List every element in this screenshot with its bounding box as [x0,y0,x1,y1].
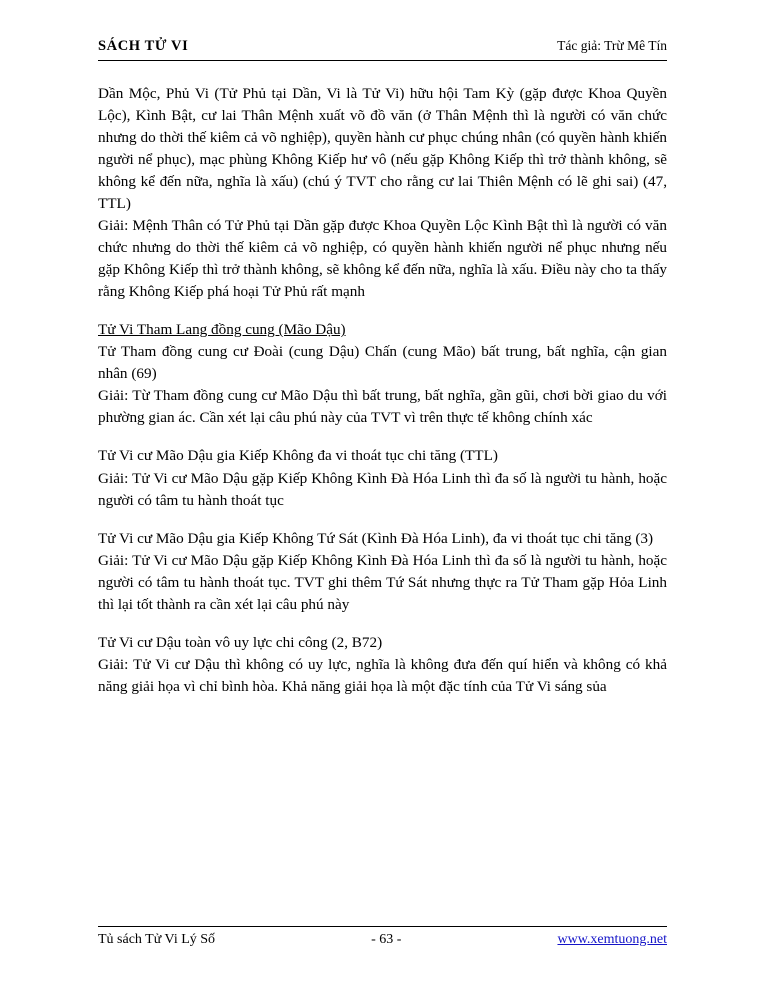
paragraph: Giải: Từ Tham đồng cung cư Mão Dậu thì bất trung, bất nghĩa, gần gũi, chơi bời giao du với phường gian ác. Cần xét lại câu phú này của TVT vì trên thực tế không chính xác [98,387,667,427]
footer-publisher: Tủ sách Tử Vi Lý Số [98,932,216,947]
paragraph: Dần Mộc, Phủ Vi (Tử Phủ tại Dần, Vi là Tử Vi) hữu hội Tam Kỳ (gặp được Khoa Quyền Lộc), Kình Bật, cư lai Thân Mệnh xuất võ đồ văn (ở Thân Mệnh thì là người có văn chức nhưng do thời thế kiêm cả võ nghiệp), quyền hành cư phục chúng nhân (có quyền hành khiến người nể phục), mạc phùng Không Kiếp hư vô (nếu gặp Không Kiếp thì trở thành không, sẽ không kể đến nữa, nghĩa là xấu) (chú ý TVT cho rằng cư lai Thiên Mệnh có lẽ ghi sai) (47, TTL) [98,85,667,213]
page-body [98,83,667,698]
paragraph-spacer [98,303,667,319]
paragraph: Giải: Tử Vi cư Dậu thì không có uy lực, nghĩa là không đưa đến quí hiển và không có khả năng giải họa vì chỉ bình hòa. Khả năng giải họa là một đặc tính của Tử Vi sáng sủa [98,655,667,695]
footer-website-link[interactable]: www.xemtuong.net [557,932,667,947]
paragraph: Giải: Mệnh Thân có Tử Phủ tại Dần gặp được Khoa Quyền Lộc Kình Bật thì là người có văn chức nhưng do thời thế kiêm cả võ nghiệp, có quyền hành khiến người nể phục nhưng nếu gặp Không Kiếp thì trở thành không, sẽ không kể đến nữa, nghĩa là xấu. Điều này cho ta thấy rằng Không Kiếp phá hoại Tử Phủ rất mạnh [98,217,667,301]
paragraph-spacer [98,429,667,445]
header-book-title: SÁCH TỬ VI [98,38,189,54]
section-heading: Tử Vi Tham Lang đồng cung (Mão Dậu) [98,321,346,339]
paragraph-spacer [98,616,667,632]
paragraph: Tử Tham đồng cung cư Đoài (cung Dậu) Chấn (cung Mão) bất trung, bất nghĩa, cận gian nhân (69) [98,343,667,383]
paragraph: Giải: Tử Vi cư Mão Dậu gặp Kiếp Không Kình Đà Hóa Linh thì đa số là người tu hành, hoặc người có tâm tu hành thoát tục. TVT ghi thêm Tứ Sát nhưng thực ra Tử Tham gặp Hỏa Linh thì lại tốt thành ra cần xét lại câu phú này [98,551,667,613]
page-header [98,38,667,61]
paragraph: Tử Vi cư Mão Dậu gia Kiếp Không Tứ Sát (Kình Đà Hóa Linh), đa vi thoát tục chi tăng (3) [98,529,654,547]
paragraph: Giải: Tử Vi cư Mão Dậu gặp Kiếp Không Kình Đà Hóa Linh thì đa số là người tu hành, hoặc người có tâm tu hành thoát tục [98,469,667,509]
paragraph: Tử Vi cư Mão Dậu gia Kiếp Không đa vi thoát tục chi tăng (TTL) [98,447,498,465]
page-content [98,38,667,698]
paragraph: Tử Vi cư Dậu toàn vô uy lực chi công (2, B72) [98,633,383,651]
page-footer [98,926,667,948]
paragraph-spacer [98,512,667,528]
footer-page-number: - 63 - [371,932,402,947]
header-author: Tác giả: Trừ Mê Tín [557,38,667,53]
